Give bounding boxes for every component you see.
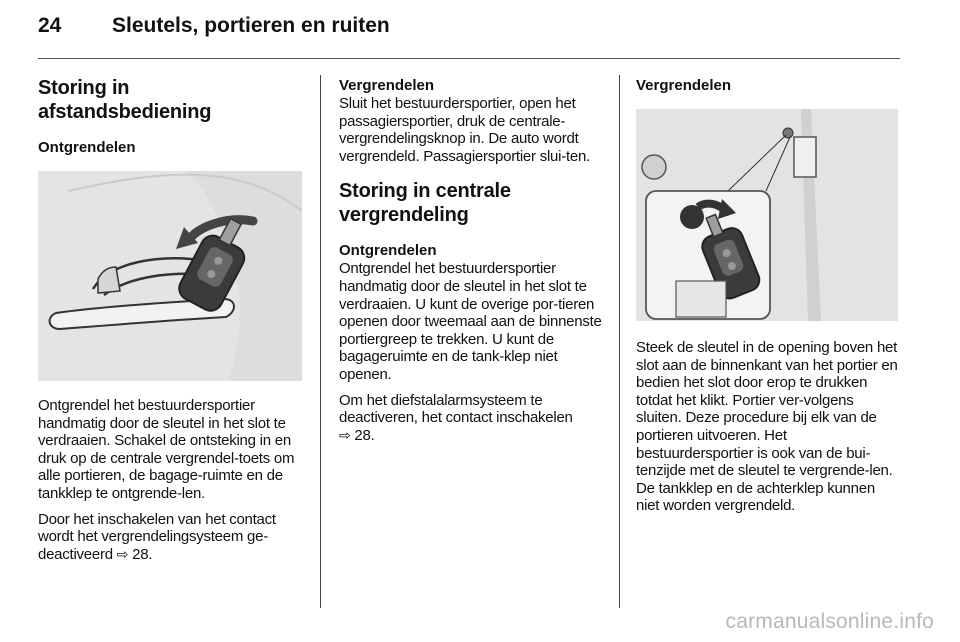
subheading-unlock-2: Ontgrendelen	[339, 242, 437, 260]
column-1	[38, 76, 306, 563]
page-reference-link[interactable]: 28.	[354, 426, 375, 444]
illustration-door-lock-key	[636, 109, 898, 321]
paragraph-unlock-manual: Ontgrendel het bestuurdersportier handmatig door de sleutel in het slot te verdraaien. U kunt de overige por-tieren openen door tweemaal aan de binnenste portiergreep te trekken. U kunt de bagageruimte en de tank-klep niet openen.	[339, 260, 602, 383]
paragraph-lock: Sluit het bestuurdersportier, open het passagiersportier, druk de centrale-vergrendelingsknop in. De auto wordt vergrendeld. Passagiersportier slui-ten.	[339, 95, 590, 165]
subheading-unlock: Ontgrendelen	[38, 139, 136, 156]
subheading-lock: Vergrendelen	[339, 77, 435, 94]
page-header	[38, 14, 390, 44]
subheading-lock-2: Vergrendelen	[636, 77, 732, 94]
paragraph-deactivate: Door het inschakelen van het contact wordt het vergrendelingsysteem ge-deactiveerd ⇨ 28.	[38, 510, 276, 563]
header-divider	[38, 58, 900, 59]
paragraph-alarm: Om het diefstalalarmsysteem te deactiveren, het contact inschakelen ⇨ 28.	[339, 391, 573, 444]
arrow-ref-icon: ⇨	[339, 426, 351, 443]
section-heading-central-locking: Storing in centrale vergrendeling	[339, 180, 511, 227]
column-divider-1	[320, 75, 321, 608]
paragraph-lock-procedure: Steek de sleutel in de opening boven het slot aan de binnenkant van het portier en bedien het slot door erop te drukken totdat het klikt. Portier ver-volgens sluiten. Deze procedure bij elk van de portieren uitvoeren. Het bestuurdersportier is ook van de bui-tenzijde met de sleutel te vergrende-len. De tankklep en de achterklep kunnen niet worden vergrendeld.	[636, 339, 898, 515]
column-3	[636, 76, 900, 515]
section-heading-remote-failure: Storing in afstandsbediening	[38, 77, 212, 123]
page-reference-link[interactable]: 28.	[132, 545, 153, 563]
page-number: 24	[38, 14, 62, 37]
column-divider-2	[619, 75, 620, 608]
watermark: carmanualsonline.info	[725, 610, 934, 633]
chapter-title: Sleutels, portieren en ruiten	[112, 14, 390, 37]
column-2	[339, 76, 603, 444]
arrow-ref-icon: ⇨	[116, 545, 129, 562]
paragraph-unlock-remote: Ontgrendel het bestuurdersportier handmatig door de sleutel in het slot te verdraaien. Schakel de ontsteking in en druk op de centrale vergrendel-toets om alle portieren, de bagage-ruimte en de tankklep te ontgrende-len.	[38, 397, 295, 502]
illustration-door-handle-key	[38, 171, 302, 381]
